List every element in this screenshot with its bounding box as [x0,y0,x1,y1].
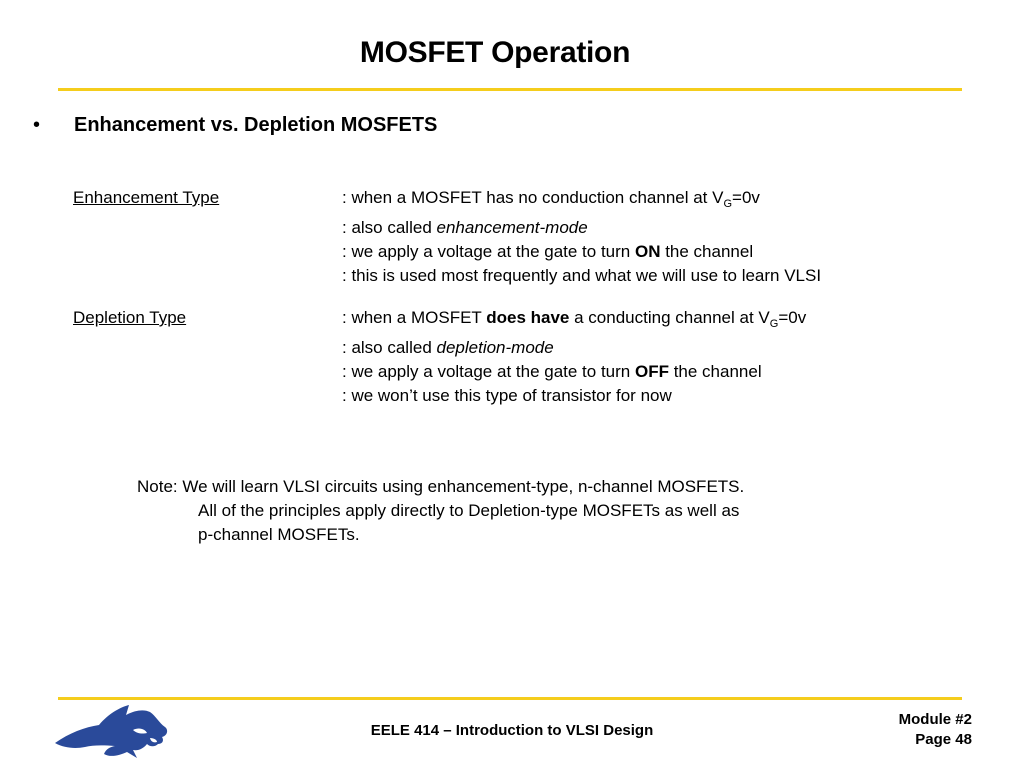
enhancement-line-1: : when a MOSFET has no conduction channel at $V_G=0v$ [342,188,760,210]
enhancement-description [342,186,821,288]
enhancement-line-4: : this is used most frequently and what we will use to learn VLSI [342,266,822,285]
module-label: Module #2 [898,711,972,728]
bullet-marker: • [33,114,41,136]
depletion-line-2: : also called depletion-mode [342,338,554,357]
slide-title: MOSFET Operation [359,36,631,69]
depletion-line-1: : when a MOSFET does have a conducting channel at $V_G=0v$ [342,308,807,330]
depletion-line-4: : we won’t use this type of transistor for now [342,386,672,405]
enhancement-line-3: : we apply a voltage at the gate to turn ON the channel [342,242,754,261]
note-block [137,475,744,547]
enhancement-line-2: : also called enhancement-mode [342,218,588,237]
depletion-term: Depletion Type [73,308,187,327]
note-line-2: All of the principles apply directly to Depletion-type MOSFETs as well as [198,501,740,520]
bottom-divider [58,697,962,700]
slide-number [899,710,972,750]
enhancement-term: Enhancement Type [73,188,220,207]
note-line-3: p-channel MOSFETs. [198,525,360,544]
note-line-1: Note: We will learn VLSI circuits using enhancement-type, n-channel MOSFETS. [137,477,745,496]
course-title: EELE 414 – Introduction to VLSI Design [370,722,654,739]
section-heading: Enhancement vs. Depletion MOSFETS [74,114,438,136]
depletion-description [342,306,806,408]
page-label: Page 48 [915,731,972,748]
depletion-line-3: : we apply a voltage at the gate to turn OFF the channel [342,362,762,381]
top-divider [58,88,962,91]
